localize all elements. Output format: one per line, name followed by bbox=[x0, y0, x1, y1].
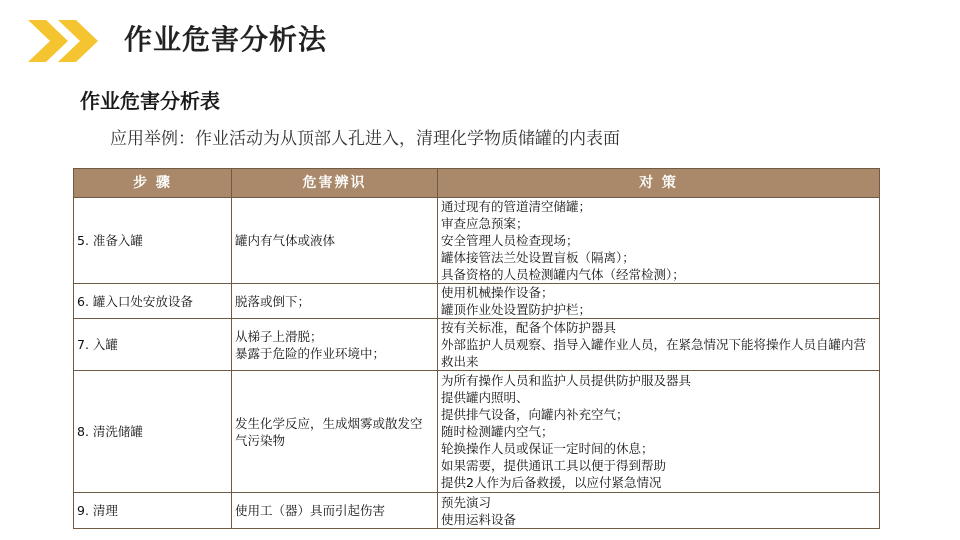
measure-line: 预先演习 bbox=[441, 494, 492, 510]
measures-cell bbox=[438, 319, 880, 371]
measures-cell bbox=[438, 371, 880, 493]
step-cell: 6. 罐入口处安放设备 bbox=[74, 284, 232, 319]
hazard-cell bbox=[232, 319, 438, 371]
table-row bbox=[74, 493, 880, 529]
hazard-line: 使用工（器）具而引起伤害 bbox=[235, 503, 386, 518]
measure-line: 使用运料设备 bbox=[441, 511, 517, 527]
measures-cell bbox=[438, 493, 880, 529]
hazard-cell bbox=[232, 371, 438, 493]
section-title: 作业危害分析表 bbox=[80, 89, 220, 113]
column-header-measures: 对 策 bbox=[438, 169, 880, 198]
measure-line: 审查应急预案； bbox=[441, 216, 529, 231]
measure-line: 提供罐内照明、 bbox=[441, 390, 529, 405]
table-row bbox=[74, 284, 880, 319]
measure-line: 罐顶作业处设置防护护栏； bbox=[441, 302, 592, 317]
measure-line: 按有关标准，配备个体防护器具 bbox=[441, 320, 617, 335]
measures-cell bbox=[438, 198, 880, 284]
table-header-row bbox=[74, 169, 880, 198]
hazard-line: 从梯子上滑脱； bbox=[235, 328, 323, 344]
measure-line: 使用机械操作设备； bbox=[441, 285, 554, 300]
measure-line: 提供排气设备，向罐内补充空气； bbox=[441, 407, 629, 422]
hazard-cell bbox=[232, 493, 438, 529]
table-row bbox=[74, 198, 880, 284]
hazard-cell bbox=[232, 284, 438, 319]
hazard-line: 发生化学反应，生成烟雾或散发空气污染物 bbox=[235, 415, 423, 448]
measure-line: 提供2人作为后备救援，以应付紧急情况 bbox=[441, 475, 662, 490]
hazard-line: 暴露于危险的作业环境中； bbox=[235, 345, 386, 361]
measure-line: 安全管理人员检查现场； bbox=[441, 233, 579, 248]
table-body bbox=[74, 198, 880, 529]
step-cell: 7. 入罐 bbox=[74, 319, 232, 371]
step-cell: 5. 准备入罐 bbox=[74, 198, 232, 284]
column-header-step: 步 骤 bbox=[74, 169, 232, 198]
step-cell: 9. 清理 bbox=[74, 493, 232, 529]
hazard-line: 罐内有气体或液体 bbox=[235, 233, 336, 248]
hazard-line: 脱落或倒下； bbox=[235, 293, 311, 309]
measure-line: 罐体接管法兰处设置盲板（隔离）； bbox=[441, 250, 635, 265]
hazard-cell bbox=[232, 198, 438, 284]
hazard-analysis-table bbox=[73, 168, 880, 529]
table-row bbox=[74, 319, 880, 371]
measure-line: 为所有操作人员和监护人员提供防护服及器具 bbox=[441, 373, 692, 388]
chevron-logo-icon bbox=[28, 16, 102, 66]
page-title: 作业危害分析法 bbox=[124, 23, 328, 56]
measure-line: 如果需要，提供通讯工具以便于得到帮助 bbox=[441, 458, 667, 473]
example-description: 应用举例：作业活动为从顶部人孔进入，清理化学物质储罐的内表面 bbox=[110, 129, 620, 149]
step-cell: 8. 清洗储罐 bbox=[74, 371, 232, 493]
measure-line: 轮换操作人员或保证一定时间的休息； bbox=[441, 441, 654, 456]
table-row bbox=[74, 371, 880, 493]
measure-line: 通过现有的管道清空储罐； bbox=[441, 199, 592, 214]
column-header-hazard: 危害辨识 bbox=[232, 169, 438, 198]
measure-line: 具备资格的人员检测罐内气体（经常检测）； bbox=[441, 267, 685, 282]
measure-line: 随时检测罐内空气； bbox=[441, 424, 554, 439]
measure-line: 外部监护人员观察、指导入罐作业人员，在紧急情况下能将操作人员自罐内营救出来 bbox=[441, 337, 867, 369]
measures-cell bbox=[438, 284, 880, 319]
